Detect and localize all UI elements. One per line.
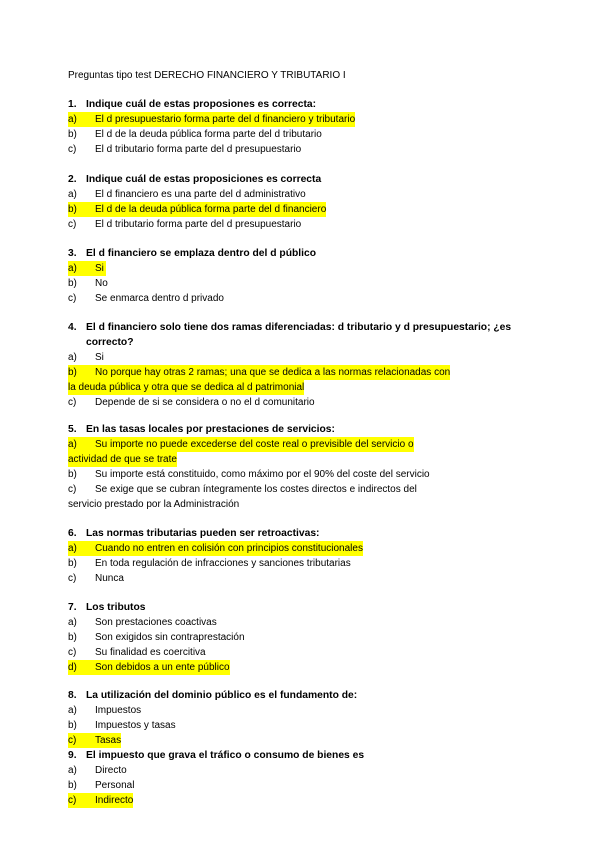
option-b: b) Su importe está constituido, como máximo por el 90% del coste del servicio — [68, 469, 430, 480]
question-9 — [68, 748, 488, 808]
option-b: b) En toda regulación de infracciones y sanciones tributarias — [68, 558, 351, 569]
question-text: Las normas tributarias pueden ser retroactivas: — [86, 528, 320, 539]
question-number: 2. — [68, 174, 77, 185]
option-b-correct: b) No porque hay otras 2 ramas; una que se dedica a las normas relacionadas con la deuda pública y otra que se dedica al d patrimonial — [68, 367, 451, 393]
option-a-correct: a) Si — [68, 261, 106, 276]
option-a: a) Son prestaciones coactivas — [68, 617, 217, 628]
question-title — [68, 526, 488, 541]
option-d-correct: d) Son debidos a un ente público — [68, 662, 230, 673]
question-2 — [68, 172, 488, 232]
option-c: c) El d tributario forma parte del d presupuestario — [68, 144, 302, 155]
question-number: 8. — [68, 690, 77, 701]
question-text: El d financiero se emplaza dentro del d público — [86, 248, 317, 259]
option-b-correct: b) El d de la deuda pública forma parte del d financiero — [68, 204, 327, 215]
option-a: a) El d financiero es una parte del d administrativo — [68, 189, 306, 200]
question-title — [68, 172, 488, 187]
option-c-correct: c) Tasas — [68, 735, 122, 746]
option-c-correct: c) Indirecto — [68, 795, 134, 806]
question-text: Los tributos — [86, 602, 146, 613]
question-title — [68, 246, 488, 261]
option-c: c) Se enmarca dentro d privado — [68, 293, 224, 304]
option-a: a) Si — [68, 352, 104, 363]
question-number: 4. — [68, 322, 77, 333]
option-c: c) Depende de si se considera o no el d comunitario — [68, 397, 315, 408]
question-7 — [68, 600, 488, 675]
question-title — [68, 320, 538, 350]
question-title — [68, 600, 488, 615]
question-5 — [68, 422, 528, 512]
question-8 — [68, 688, 488, 748]
question-number: 7. — [68, 602, 77, 613]
question-4 — [68, 320, 538, 410]
question-text: El d financiero solo tiene dos ramas diferenciadas: d tributario y d presupuestario; ¿es correcto? — [86, 322, 512, 348]
option-a-correct: a) Su importe no puede excederse del coste real o previsible del servicio o actividad de que se trate — [68, 439, 414, 465]
option-b: b) Impuestos y tasas — [68, 720, 176, 731]
question-text: Indique cuál de estas proposiones es correcta: — [86, 99, 317, 110]
document-title: Preguntas tipo test DERECHO FINANCIERO Y TRIBUTARIO I — [68, 70, 346, 81]
question-number: 3. — [68, 248, 77, 259]
question-text: El impuesto que grava el tráfico o consumo de bienes es — [86, 750, 365, 761]
option-a-correct: a) El d presupuestario forma parte del d financiero y tributario — [68, 114, 356, 125]
option-a-correct: a) Cuando no entren en colisión con principios constitucionales — [68, 543, 363, 554]
question-number: 1. — [68, 99, 77, 110]
question-text: Indique cuál de estas proposiciones es correcta — [86, 174, 322, 185]
option-c: c) El d tributario forma parte del d presupuestario — [68, 219, 302, 230]
option-b: b) No — [68, 278, 108, 289]
question-title — [68, 422, 528, 437]
question-title — [68, 97, 488, 112]
question-text: La utilización del dominio público es el fundamento de: — [86, 690, 358, 701]
question-6 — [68, 526, 488, 586]
question-title — [68, 748, 488, 763]
option-b: b) Personal — [68, 780, 135, 791]
question-number: 6. — [68, 528, 77, 539]
option-b: b) Son exigidos sin contraprestación — [68, 632, 245, 643]
option-c: c) Nunca — [68, 573, 124, 584]
option-c: c) Se exige que se cubran íntegramente los costes directos e indirectos del servicio prestado por la Administración — [68, 484, 417, 510]
question-text: En las tasas locales por prestaciones de servicios: — [86, 424, 335, 435]
option-b: b) El d de la deuda pública forma parte del d tributario — [68, 129, 322, 140]
question-1 — [68, 97, 488, 157]
question-title — [68, 688, 488, 703]
question-number: 5. — [68, 424, 77, 435]
question-number: 9. — [68, 750, 77, 761]
option-c: c) Su finalidad es coercitiva — [68, 647, 206, 658]
question-3 — [68, 246, 488, 306]
option-a: a) Impuestos — [68, 705, 142, 716]
option-a: a) Directo — [68, 765, 127, 776]
